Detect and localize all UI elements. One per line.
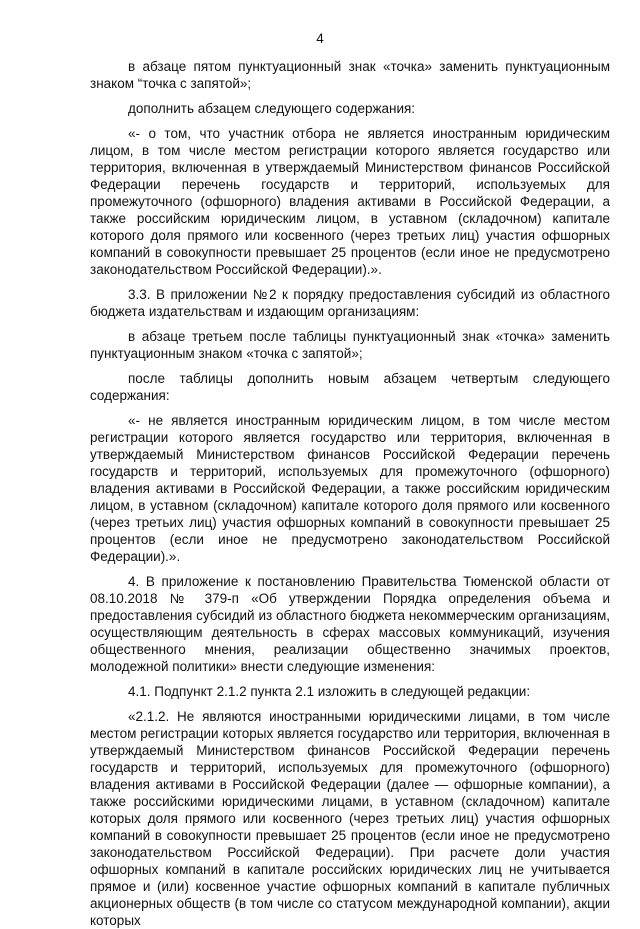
paragraph-5: в абзаце третьем после таблицы пунктуационный знак «точка» заменить пунктуационным знаком «точка с запятой»; bbox=[90, 329, 610, 361]
page-number: 4 bbox=[316, 31, 324, 46]
paragraph-4: 3.3. В приложении №2 к порядку предоставления субсидий из областного бюджета издательствам и издающим организациям: bbox=[90, 287, 610, 319]
paragraph-3: «- о том, что участник отбора не является иностранным юридическим лицом, в том числе местом регистрации которого является государство или территория, включенная в утверждаемый Министерством финансов Российской Федерации перечень государств и территорий, используемых для промежуточного (офшорного) владения активами в Российской Федерации, а также российским юридическим лицом, в уставном (складочном) капитале которого доля прямого или косвенного (через третьих лиц) участия офшорных компаний в совокупности превышает 25 процентов (если иное не предусмотрено законодательством Российской Федерации).». bbox=[90, 126, 610, 277]
paragraph-10: «2.1.2. Не являются иностранными юридическими лицами, в том числе местом регистрации которых является государство или территория, включенная в утверждаемый Министерством финансов Российской Федерации перечень государств и территорий, используемых для промежуточного (офшорного) владения активами в Российской Федерации (далее — офшорные компании), а также российскими юридическими лицами, в уставном (складочном) капитале которых доля прямого или косвенного (через третьих лиц) участия офшорных компаний в совокупности превышает 25 процентов (если иное не предусмотрено законодательством Российской Федерации). При расчете доли участия офшорных компаний в капитале российских юридических лиц не учитывается прямое и (или) косвенное участие офшорных компаний в капитале публичных акционерных обществ (в том числе со статусом международной компании), акции которых bbox=[90, 709, 610, 928]
paragraph-7: «- не является иностранным юридическим лицом, в том числе местом регистрации которого является государство или территория, включенная в утверждаемый Министерством финансов Российской Федерации перечень государств и территорий, используемых для промежуточного (офшорного) владения активами в Российской Федерации, а также российским юридическим лицом, в уставном (складочном) капитале которого доля прямого или косвенного (через третьих лиц) участия офшорных компаний в совокупности превышает 25 процентов (если иное не предусмотрено законодательством Российской Федерации).». bbox=[90, 413, 610, 564]
paragraph-2: дополнить абзацем следующего содержания: bbox=[128, 101, 416, 116]
paragraph-6: после таблицы дополнить новым абзацем четвертым следующего содержания: bbox=[90, 371, 610, 403]
document-body bbox=[90, 58, 610, 929]
paragraph-8: 4. В приложение к постановлению Правительства Тюменской области от 08.10.2018 № 379-п «Об утверждении Порядка определения объема и предоставления субсидий из областного бюджета некоммерческим организациям, осуществляющим деятельность в сферах массовых коммуникаций, изучения общественного мнения, реализации общественно значимых проектов, молодежной политики» внести следующие изменения: bbox=[90, 574, 610, 674]
paragraph-1: в абзаце пятом пунктуационный знак «точка» заменить пунктуационным знаком “точка с запятой»; bbox=[90, 59, 610, 91]
paragraph-9: 4.1. Подпункт 2.1.2 пункта 2.1 изложить в следующей редакции: bbox=[128, 684, 531, 699]
